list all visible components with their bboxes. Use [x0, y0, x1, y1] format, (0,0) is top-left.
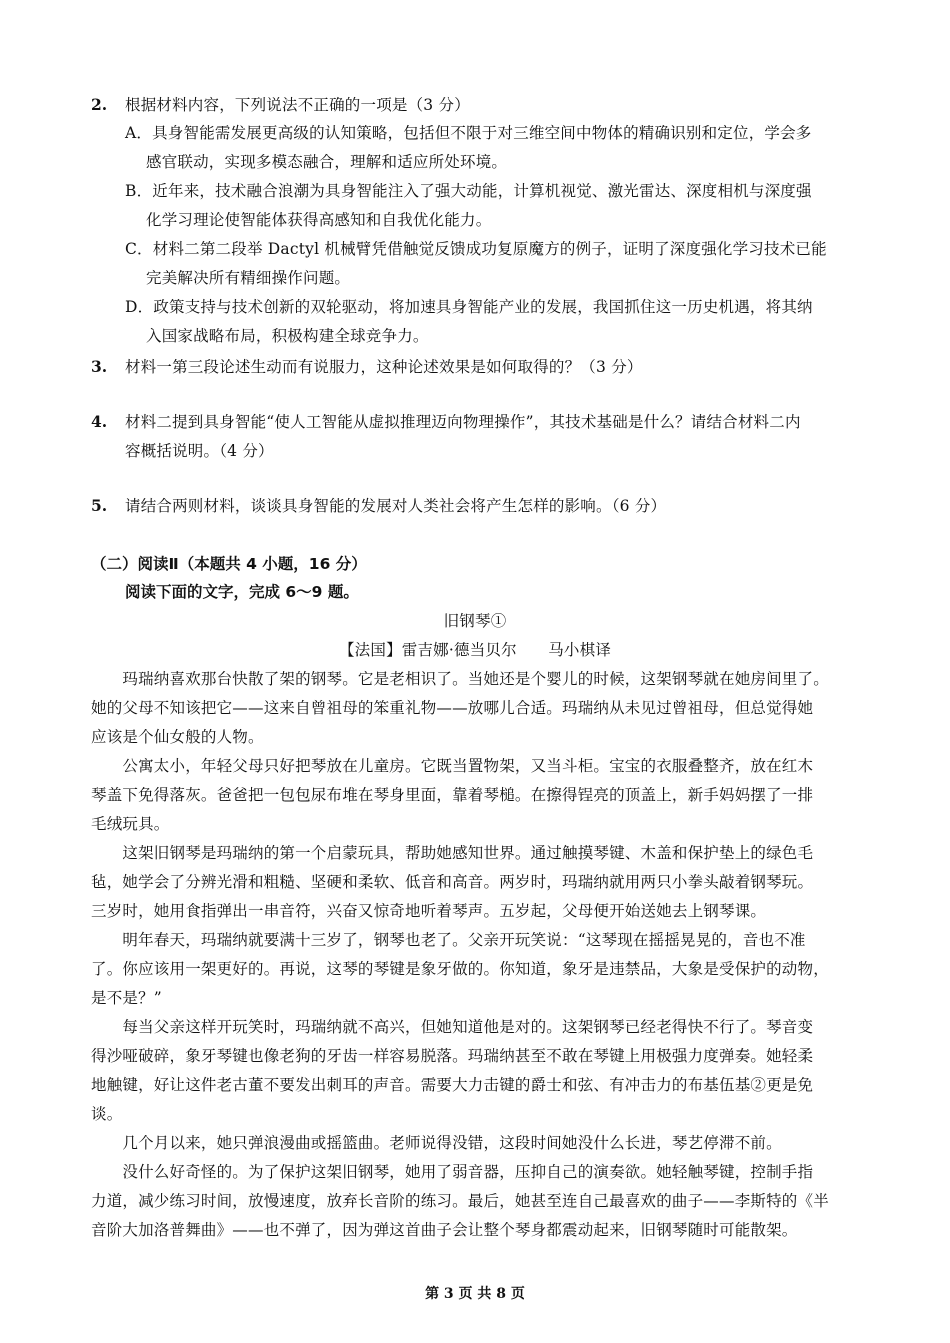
question-4-number: 4.	[91, 412, 108, 431]
page-number: 第 3 页 共 8 页	[425, 1286, 525, 1302]
option-b-line-2: 化学习理论使智能体获得高感知和自我优化能力。	[146, 211, 492, 229]
question-3-text: 材料一第三段论述生动而有说服力，这种论述效果是如何取得的？（3 分）	[125, 358, 643, 376]
story-line: 应该是个仙女般的人物。	[91, 728, 264, 746]
story-line: 公寓太小，年轻父母只好把琴放在儿童房。它既当置物架，又当斗柜。宝宝的衣服叠整齐，放在红木	[91, 757, 814, 775]
option-b-line-1: B．近年来，技术融合浪潮为具身智能注入了强大动能，计算机视觉、激光雷达、深度相机与深度强	[125, 182, 812, 200]
story-author: 【法国】雷吉娜·德当贝尔 马小棋译	[338, 641, 612, 659]
story-line: 毡，她学会了分辨光滑和粗糙、坚硬和柔软、低音和高音。两岁时，玛瑞纳就用两只小拳头敲着钢琴玩。	[91, 873, 814, 891]
option-a-line-2: 感官联动，实现多模态融合，理解和适应所处环境。	[146, 153, 508, 171]
story-line: 这架旧钢琴是玛瑞纳的第一个启蒙玩具，帮助她感知世界。通过触摸琴键、木盖和保护垫上的绿色毛	[91, 844, 814, 862]
question-2-stem: 根据材料内容，下列说法不正确的一项是（3 分）	[125, 96, 470, 114]
story-line: 玛瑞纳喜欢那台快散了架的钢琴。它是老相识了。当她还是个婴儿的时候，这架钢琴就在她房间里了。	[91, 670, 829, 688]
question-4-line-2: 容概括说明。（4 分）	[125, 442, 274, 460]
story-line: 谈。	[91, 1105, 123, 1123]
option-a-line-1: A．具身智能需发展更高级的认知策略，包括但不限于对三维空间中物体的精确识别和定位，学会多	[125, 124, 812, 142]
section-instruction: 阅读下面的文字，完成 6～9 题。	[125, 583, 359, 601]
question-5-text: 请结合两则材料，谈谈具身智能的发展对人类社会将产生怎样的影响。（6 分）	[125, 497, 667, 515]
option-d-line-2: 入国家战略布局，积极构建全球竞争力。	[146, 327, 429, 345]
story-line: 了。你应该用一架更好的。再说，这琴的琴键是象牙做的。你知道，象牙是违禁品，大象是受保护的动物，	[91, 960, 829, 978]
story-line: 是不是？”	[91, 989, 162, 1007]
story-line: 没什么好奇怪的。为了保护这架旧钢琴，她用了弱音器，压抑自己的演奏欲。她轻触琴键，控制手指	[91, 1163, 814, 1181]
story-line: 每当父亲这样开玩笑时，玛瑞纳就不高兴，但她知道他是对的。这架钢琴已经老得快不行了。琴音变	[91, 1018, 814, 1036]
question-4-line-1: 材料二提到具身智能“使人工智能从虚拟推理迈向物理操作”，其技术基础是什么？请结合材料二内	[125, 413, 801, 431]
story-line: 音阶大加洛普舞曲》——也不弹了，因为弹这首曲子会让整个琴身都震动起来，旧钢琴随时可能散架。	[91, 1221, 798, 1239]
option-c-line-2: 完美解决所有精细操作问题。	[146, 269, 351, 287]
story-line: 琴盖下免得落灰。爸爸把一包包尿布堆在琴身里面，靠着琴槌。在擦得锃亮的顶盖上，新手妈妈摆了一排	[91, 786, 814, 804]
option-d-line-1: D．政策支持与技术创新的双轮驱动，将加速具身智能产业的发展，我国抓住这一历史机遇，将其纳	[125, 298, 813, 316]
question-3-number: 3.	[91, 357, 108, 376]
story-line: 毛绒玩具。	[91, 815, 170, 833]
story-line: 几个月以来，她只弹浪漫曲或摇篮曲。老师说得没错，这段时间她没什么长进，琴艺停滞不前。	[91, 1134, 782, 1152]
story-line: 地触键，好让这件老古董不要发出刺耳的声音。需要大力击键的爵士和弦、有冲击力的布基伍基②更是免	[91, 1076, 814, 1094]
story-line: 三岁时，她用食指弹出一串音符，兴奋又惊奇地听着琴声。五岁起，父母便开始送她去上钢琴课。	[91, 902, 767, 920]
story-line: 得沙哑破碎，象牙琴键也像老狗的牙齿一样容易脱落。玛瑞纳甚至不敢在琴键上用极强力度弹奏。她轻柔	[91, 1047, 814, 1065]
question-2-number: 2.	[91, 95, 108, 114]
question-5-number: 5.	[91, 496, 108, 515]
section-heading: （二）阅读Ⅱ（本题共 4 小题，16 分）	[91, 555, 367, 573]
story-line: 力道，减少练习时间，放慢速度，放弃长音阶的练习。最后，她甚至连自己最喜欢的曲子——李斯特的《半	[91, 1192, 829, 1210]
option-c-line-1: C．材料二第二段举 Dactyl 机械臂凭借触觉反馈成功复原魔方的例子，证明了深度强化学习技术已能	[125, 240, 827, 258]
story-line: 明年春天，玛瑞纳就要满十三岁了，钢琴也老了。父亲开玩笑说：“这琴现在摇摇晃晃的，音也不准	[91, 931, 806, 949]
story-line: 她的父母不知该把它——这来自曾祖母的笨重礼物——放哪儿合适。玛瑞纳从未见过曾祖母，但总觉得她	[91, 699, 814, 717]
story-title: 旧钢琴①	[443, 612, 507, 630]
